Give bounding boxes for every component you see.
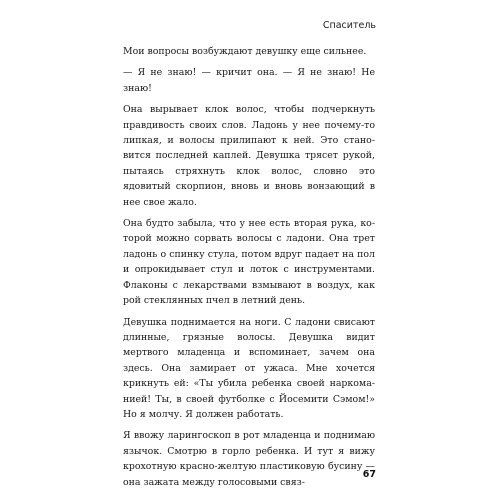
paragraph-4: Она будто забыла, что у нее есть вторая рука, которой можно сорвать волосы с ладони. Она трет ладонь о спинку стула, потом вдруг падает на пол и опрокидывает стул и лоток с инструментами. Флаконы с лекарствами взмывают в воздух, как рой стеклянных пчел в летний день. (123, 218, 375, 307)
paragraph-3: Она вырывает клок волос, чтобы подчеркнуть правдивость своих слов. Ладонь у нее почему-то липкая, и волосы прилипают к ней. Это становится последней каплей. Девушка трясет рукой, пытаясь стряхнуть клок волос, словно это ядовитый скорпион, вновь и вновь вонзающий в нее свое жало. (123, 104, 375, 208)
paragraph-6: Я ввожу ларингоскоп в рот младенца и поднимаю язычок. Смотрю в горло ребенка. И тут я вижу крохотную красно-желтую пластиковую бусину — она зажата между голосовыми связ- (123, 430, 375, 488)
paragraph-1: Мои вопросы возбуждают девушку еще сильнее. (123, 46, 367, 57)
page-number: 67 (362, 469, 376, 480)
page-text-body (123, 44, 375, 496)
paragraph-2: — Я не знаю! — кричит она. — Я не знаю! Не знаю! (123, 67, 375, 94)
running-header-title: Спаситель (322, 20, 376, 31)
paragraph-5: Девушка поднимается на ноги. С ладони свисают длинные, грязные волосы. Девушка видит мертвого младенца и вспоминает, зачем она здесь. Она замирает от ужаса. Мне хочется крикнуть ей: «Ты убила ребенка своей наркоманией! Ты, в своей футболке с Йосемити Сэмом!» Но я молчу. Я должен работать. (123, 316, 375, 420)
